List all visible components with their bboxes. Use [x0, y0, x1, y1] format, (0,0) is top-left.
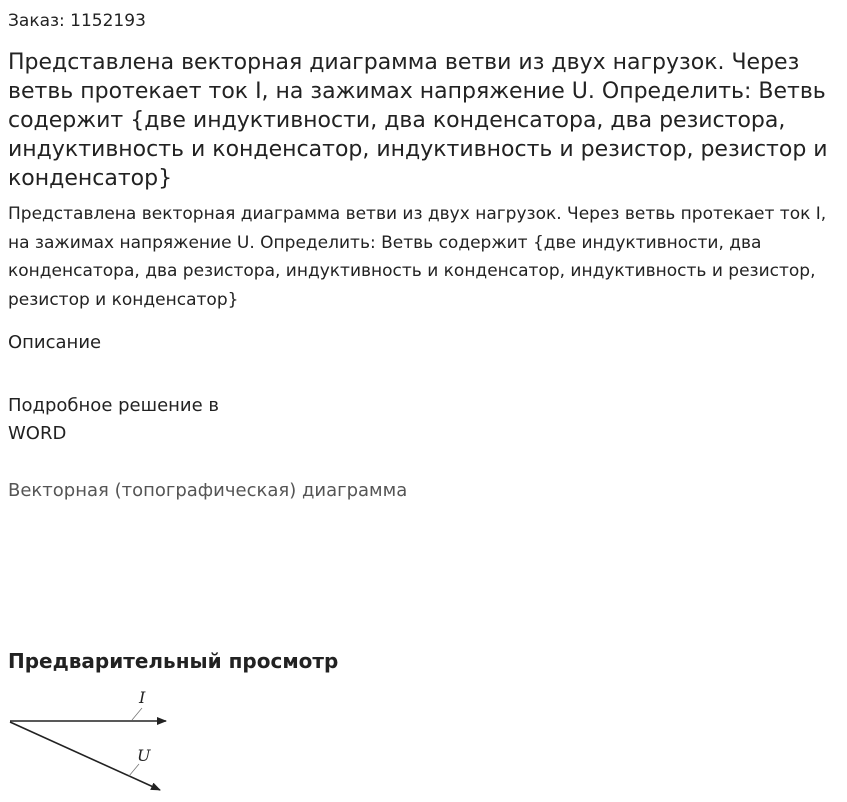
vector-diagram — [0, 680, 200, 802]
solution-note: Подробное решение в WORD — [8, 395, 220, 444]
current-label-leader — [132, 708, 142, 720]
preview-heading: Предварительный просмотр — [8, 649, 339, 673]
diagram-caption: Векторная (топографическая) диаграмма — [8, 480, 408, 501]
task-summary: Представлена векторная диаграмма ветви из двух нагрузок. Через ветвь протекает ток I, на зажимах напряжение U. Определить: Ветвь содержит {две индуктивности, два конденсатора, два резистора, индуктивность и конденсатор, индуктивность и резистор, резистор и конденсатор} — [8, 204, 827, 310]
description-heading: Описание — [8, 332, 102, 353]
page-title: Представлена векторная диаграмма ветви из двух нагрузок. Через ветвь протекает ток I, на зажимах напряжение U. Определить: Ветвь содержит {две индуктивности, два конденсатора, два резистора, индуктивность и конденсатор, индуктивность и резистор, резистор и конденсатор} — [8, 50, 828, 191]
current-label: I — [139, 688, 146, 707]
order-number: Заказ: 1152193 — [8, 11, 146, 31]
vector-diagram-preview — [0, 680, 200, 802]
voltage-label-leader — [129, 764, 139, 776]
voltage-label: U — [137, 746, 151, 765]
